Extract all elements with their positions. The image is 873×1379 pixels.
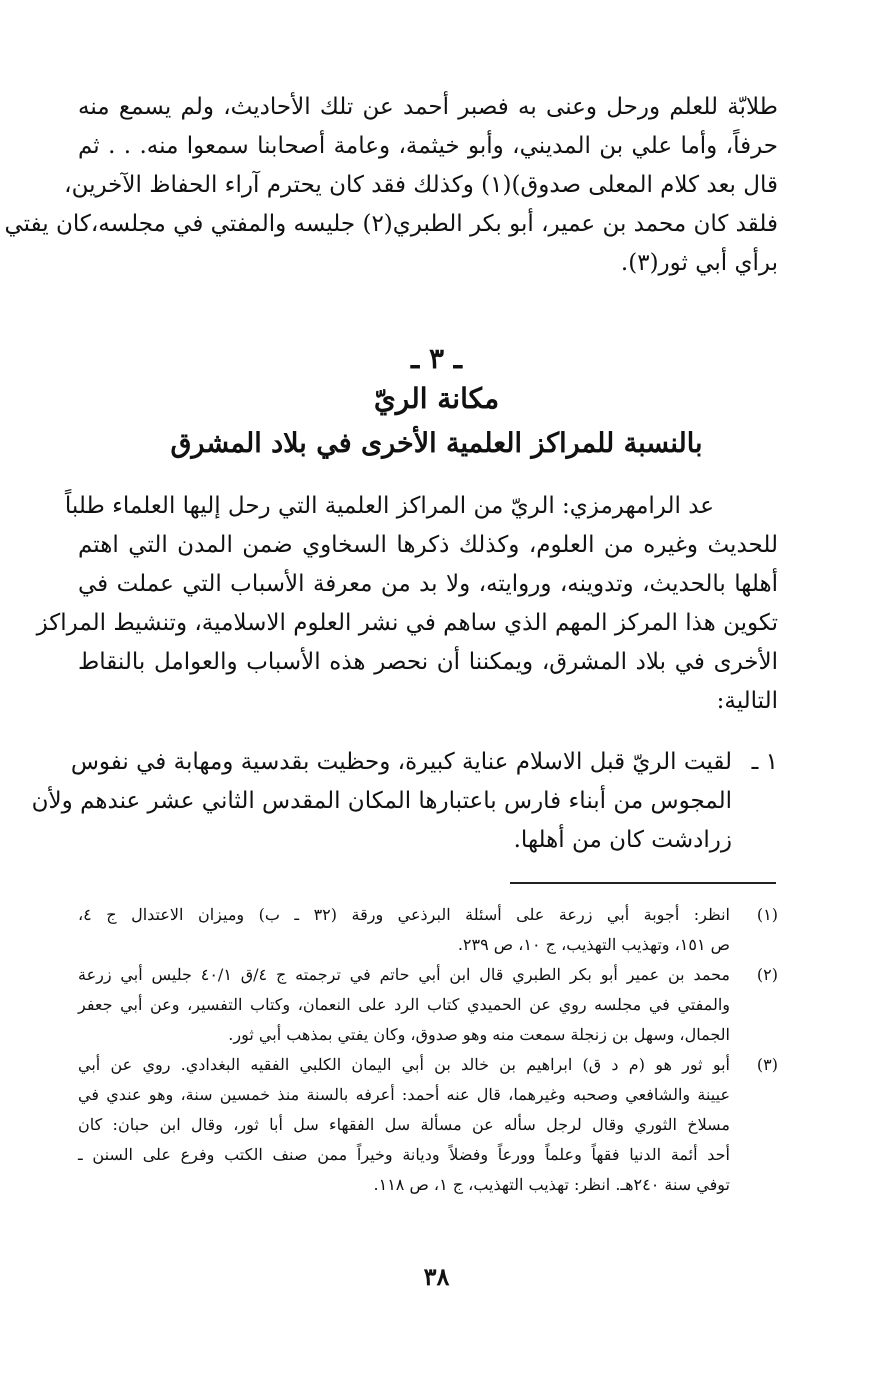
text-line: الأخرى في بلاد المشرق، ويمكننا أن نحصر هذه الأسباب والعوامل بالنقاط xyxy=(78,649,778,675)
text-line: برأي أبي ثور(٣). xyxy=(620,250,778,276)
list-item xyxy=(31,743,778,860)
text-line: أهلها بالحديث، وتدوينه، وروايته، ولا بد من معرفة الأسباب التي عملت في xyxy=(78,571,778,597)
text-line: عد الرامهرمزي: الريّ من المراكز العلمية التي رحل إليها العلماء طلباً xyxy=(64,493,714,519)
footnote-3 xyxy=(78,1050,778,1200)
footnote-line: والمفتي في مجلسه روي عن الحميدي كتاب الرد على النعمان، وكتاب التفسير، وعن أبي جعفر xyxy=(78,995,730,1014)
footnote-line: الجمال، وسهل بن زنجلة سمعت منه وهو صدوق، وكان يفتي بمذهب أبي ثور. xyxy=(228,1025,730,1044)
footnote-line: انظر: أجوبة أبي زرعة على أسئلة البرذعي ورقة (٣٢ ـ ب) وميزان الاعتدال ج ٤، xyxy=(78,905,730,924)
footnote-number: (٢) xyxy=(756,965,778,984)
text-line: لقيت الريّ قبل الاسلام عناية كبيرة، وحظيت بقدسية ومهابة في نفوس xyxy=(70,749,732,775)
page-number: ٣٨ xyxy=(423,1262,450,1291)
text-line: قال بعد كلام المعلى صدوق)(١) وكذلك فقد كان يحترم آراء الحفاظ الآخرين، xyxy=(64,172,778,198)
footnote-line: توفي سنة ٢٤٠هـ. انظر: تهذيب التهذيب، ج ١، ص ١١٨. xyxy=(373,1175,730,1194)
text-line: التالية: xyxy=(716,688,778,714)
list-item-number: ١ ـ xyxy=(751,749,778,775)
paragraph-body xyxy=(36,487,778,721)
footnote-line: عيينة والشافعي وصحبه وغيرهما، قال عنه أحمد: أعرفه بالسنة منذ خمسين سنة، وهو عندي في xyxy=(78,1085,731,1104)
footnote-number: (١) xyxy=(756,905,778,924)
footnote-number: (٣) xyxy=(756,1055,778,1074)
text-line: طلابّة للعلم ورحل وعنى به فصبر أحمد عن تلك الأحاديث، ولم يسمع منه xyxy=(78,94,778,120)
section-subtitle: بالنسبة للمراكز العلمية الأخرى في بلاد المشرق xyxy=(170,428,703,459)
footnote-line: أبو ثور هو (م د ق) ابراهيم بن خالد بن أبي اليمان الكلبي الفقيه البغدادي. روي عن أبي xyxy=(78,1055,730,1074)
section-number: ـ ٣ ـ xyxy=(411,342,462,375)
paragraph-intro xyxy=(4,88,778,283)
section-title: مكانة الريّ xyxy=(373,382,500,415)
text-line: فلقد كان محمد بن عمير، أبو بكر الطبري(٢) جليسه والمفتي في مجلسه،كان يفتي xyxy=(4,211,778,237)
footnote-line: مسلاخ الثوري وقال لرجل سأله عن مسألة سل الفقهاء سل أبا ثور، وقال ابن حبان: كان xyxy=(78,1115,731,1134)
footnote-line: أحد أئمة الدنيا فقهاً وعلماً وورعاً وفضلاً وديانة وخيراً ممن صنف الكتب وفرع على السنن ـ xyxy=(78,1145,730,1164)
text-line: المجوس من أبناء فارس باعتبارها المكان المقدس الثاني عشر عندهم ولأن xyxy=(31,788,732,814)
footnote-line: محمد بن عمير أبو بكر الطبري قال ابن أبي حاتم في ترجمته ج ٤/ق ٤٠/١ جليس أبي زرعة xyxy=(78,965,731,984)
footnote-1 xyxy=(78,900,778,960)
text-line: زرادشت كان من أهلها. xyxy=(513,827,732,853)
footnotes xyxy=(78,900,778,1200)
footnote-divider xyxy=(510,882,776,884)
text-line: للحديث وغيره من العلوم، وكذلك ذكرها السخاوي ضمن المدن التي اهتم xyxy=(78,532,778,558)
text-line: تكوين هذا المركز المهم الذي ساهم في نشر العلوم الاسلامية، وتنشيط المراكز xyxy=(36,610,778,636)
footnote-line: ص ١٥١، وتهذيب التهذيب، ج ١٠، ص ٢٣٩. xyxy=(457,935,730,954)
text-line: حرفاً، وأما علي بن المديني، وأبو خيثمة، وعامة أصحابنا سمعوا منه. . . ثم xyxy=(78,133,778,159)
footnote-2 xyxy=(78,960,778,1050)
